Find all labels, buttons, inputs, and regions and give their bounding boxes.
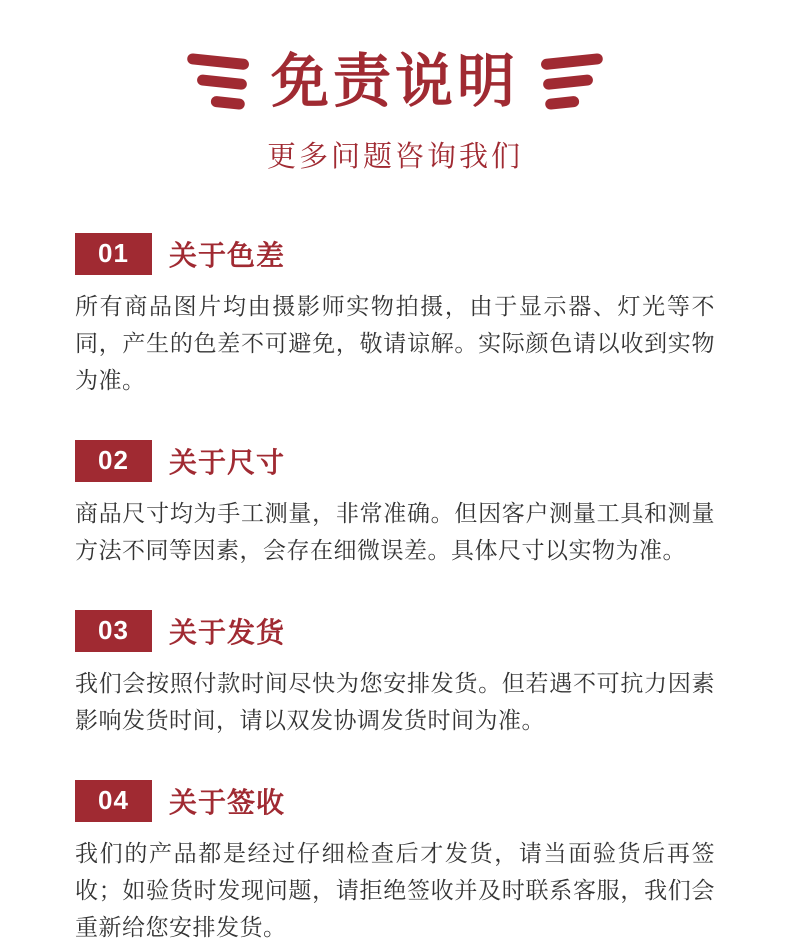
- speed-line-bar: [541, 53, 604, 70]
- number-badge: 03: [75, 610, 152, 652]
- section-header: [75, 610, 715, 652]
- section-body: 我们的产品都是经过仔细检查后才发货，请当面验货后再签收；如验货时发现问题，请拒绝签收并及时联系客服，我们会重新给您安排发货。: [75, 839, 715, 940]
- section-heading: 关于尺寸: [169, 446, 286, 478]
- page-subtitle: 更多问题咨询我们: [266, 140, 523, 173]
- number-badge: 04: [75, 780, 152, 822]
- title-row: [0, 50, 790, 114]
- section-body: 所有商品图片均由摄影师实物拍摄，由于显示器、灯光等不同，产生的色差不可避免，敬请谅解。实际颜色请以收到实物为准。: [75, 292, 715, 393]
- speed-line-bar: [187, 53, 250, 70]
- page-title: 免责说明: [270, 49, 519, 114]
- speed-line-bar: [545, 96, 580, 110]
- section-color-difference: [75, 233, 715, 399]
- section-heading: 关于色差: [169, 239, 286, 271]
- speed-line-bar: [543, 74, 594, 90]
- section-heading: 关于签收: [169, 786, 286, 818]
- speed-line-bar: [197, 74, 248, 90]
- number-badge: 02: [75, 440, 152, 482]
- speed-lines-icon-mirrored: [541, 53, 608, 110]
- number-badge: 01: [75, 233, 152, 275]
- section-header: [75, 780, 715, 822]
- section-heading: 关于发货: [169, 616, 286, 648]
- section-receipt: [75, 780, 715, 946]
- section-header: [75, 440, 715, 482]
- section-size: [75, 440, 715, 569]
- speed-lines-icon: [182, 53, 249, 110]
- section-shipping: [75, 610, 715, 739]
- section-header: [75, 233, 715, 275]
- section-body: 我们会按照付款时间尽快为您安排发货。但若遇不可抗力因素影响发货时间，请以双发协调发货时间为准。: [75, 669, 715, 733]
- section-body: 商品尺寸均为手工测量，非常准确。但因客户测量工具和测量方法不同等因素，会存在细微误差。具体尺寸以实物为准。: [75, 499, 715, 563]
- sections-list: [75, 233, 715, 946]
- speed-line-bar: [210, 96, 245, 110]
